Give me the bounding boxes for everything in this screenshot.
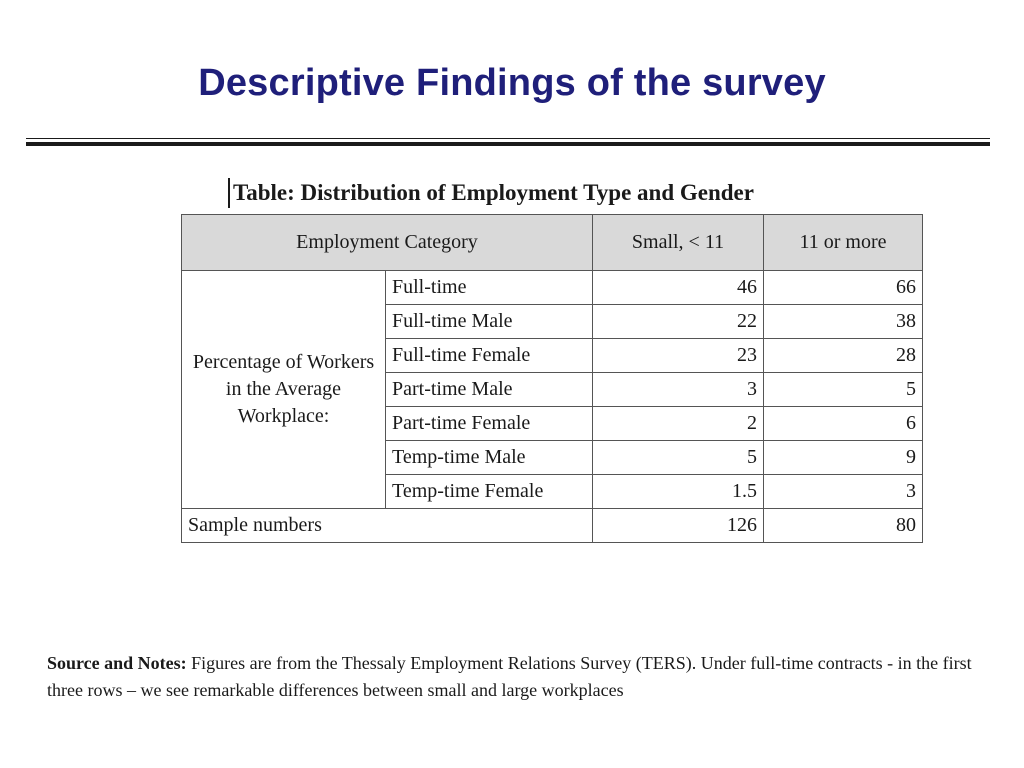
slide-title: Descriptive Findings of the survey [198, 62, 826, 104]
sample-numbers-label: Sample numbers [182, 509, 593, 543]
title-divider-thin [26, 138, 990, 139]
value-large: 66 [764, 271, 923, 305]
value-large: 28 [764, 339, 923, 373]
employment-distribution-table [181, 214, 923, 543]
row-label: Temp-time Female [386, 475, 593, 509]
value-large: 9 [764, 441, 923, 475]
header-employment-category: Employment Category [182, 215, 593, 271]
row-label: Full-time [386, 271, 593, 305]
value-small: 1.5 [593, 475, 764, 509]
sample-numbers-row [182, 509, 923, 543]
table-header-row [182, 215, 923, 271]
row-label: Part-time Female [386, 407, 593, 441]
title-divider-thick [26, 142, 990, 146]
value-small: 46 [593, 271, 764, 305]
header-large-workplace: 11 or more [764, 215, 923, 271]
value-small: 3 [593, 373, 764, 407]
sample-small: 126 [593, 509, 764, 543]
table-caption: Table: Distribution of Employment Type and Gender [228, 178, 754, 208]
notes-text: Figures are from the Thessaly Employment Relations Survey (TERS). Under full-time contracts - in the first three rows – we see remarkable differences between small and large workplaces [47, 653, 972, 700]
value-small: 22 [593, 305, 764, 339]
row-label: Temp-time Male [386, 441, 593, 475]
value-large: 38 [764, 305, 923, 339]
table-row [182, 271, 923, 305]
notes-heading: Source and Notes: [47, 653, 187, 673]
row-label: Full-time Male [386, 305, 593, 339]
row-label: Part-time Male [386, 373, 593, 407]
value-small: 23 [593, 339, 764, 373]
source-notes [47, 650, 977, 704]
group-label-percentage: Percentage of Workers in the Average Workplace: [182, 271, 386, 509]
value-small: 5 [593, 441, 764, 475]
value-small: 2 [593, 407, 764, 441]
value-large: 6 [764, 407, 923, 441]
value-large: 3 [764, 475, 923, 509]
row-label: Full-time Female [386, 339, 593, 373]
header-small-workplace: Small, < 11 [593, 215, 764, 271]
sample-large: 80 [764, 509, 923, 543]
value-large: 5 [764, 373, 923, 407]
